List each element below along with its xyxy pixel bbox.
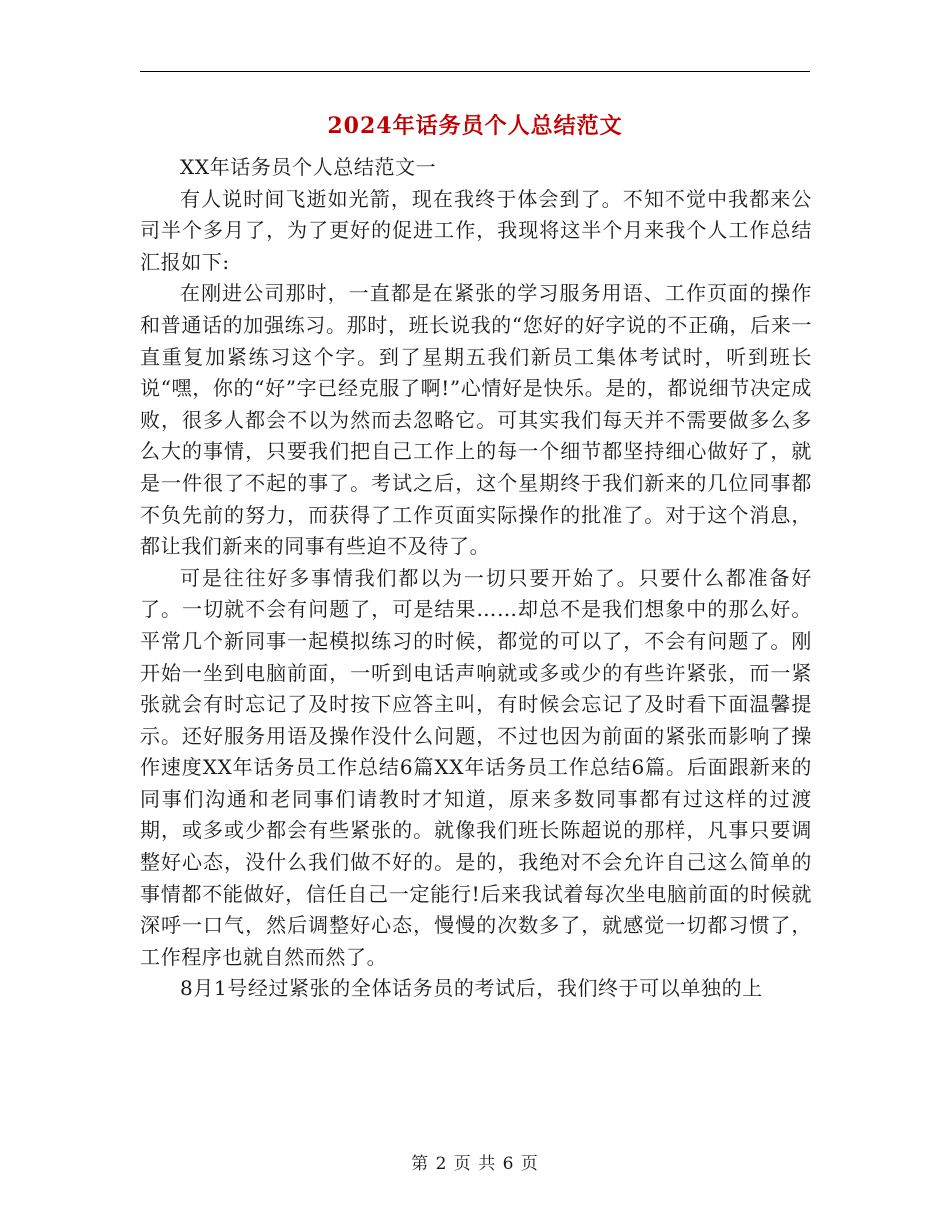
paragraph: 有人说时间飞逝如光箭，现在我终于体会到了。不知不觉中我都来公司半个多月了，为了更好的促进工作，我现将这半个月来我个人工作总结汇报如下: bbox=[140, 186, 812, 274]
document-body bbox=[140, 152, 812, 1005]
section-heading: XX年话务员个人总结范文一 bbox=[180, 155, 437, 179]
paragraph: 可是往往好多事情我们都以为一切只要开始了。只要什么都准备好了。一切就不会有问题了，可是结果……却总不是我们想象中的那么好。平常几个新同事一起模拟练习的时候，都觉的可以了，不会有问题了。刚开始一坐到电脑前面，一听到电话声响就或多或少的有些许紧张，而一紧张就会有时忘记了及时按下应答主叫，有时候会忘记了及时看下面温馨提示。还好服务用语及操作没什么问题，不过也因为前面的紧张而影响了操作速度XX年话务员工作总结6篇XX年话务员工作总结6篇。后面跟新来的同事们沟通和老同事们请教时才知道，原来多数同事都有过这样的过渡期，或多或少都会有些紧张的。就像我们班长陈超说的那样，凡事只要调整好心态，没什么我们做不好的。是的，我绝对不会允许自己这么简单的事情都不能做好，信任自己一定能行!后来我试着每次坐电脑前面的时候就深呼一口气，然后调整好心态，慢慢的次数多了，就感觉一切都习惯了，工作程序也就自然而然了。 bbox=[140, 565, 812, 969]
page-footer: 第 2 页 共 6 页 bbox=[411, 1154, 539, 1174]
paragraph: 8月1号经过紧张的全体话务员的考试后，我们终于可以单独的上 bbox=[180, 976, 763, 1001]
paragraph: 在刚进公司那时，一直都是在紧张的学习服务用语、工作页面的操作和普通话的加强练习。那时，班长说我的“您好的好字说的不正确，后来一直重复加紧练习这个字。到了星期五我们新员工集体考试时，听到班长说“嘿，你的“好”字已经克服了啊!”心情好是快乐。是的，都说细节决定成败，很多人都会不以为然而去忽略它。可其实我们每天并不需要做多么多么大的事情，只要我们把自己工作上的每一个细节都坚持细心做好了，就是一件很了不起的事了。考试之后，这个星期终于我们新来的几位同事都不负先前的努力，而获得了工作页面实际操作的批准了。对于这个消息，都让我们新来的同事有些迫不及待了。 bbox=[140, 281, 812, 559]
header-rule bbox=[140, 71, 810, 72]
document-title: 2024年话务员个人总结范文 bbox=[327, 113, 623, 139]
